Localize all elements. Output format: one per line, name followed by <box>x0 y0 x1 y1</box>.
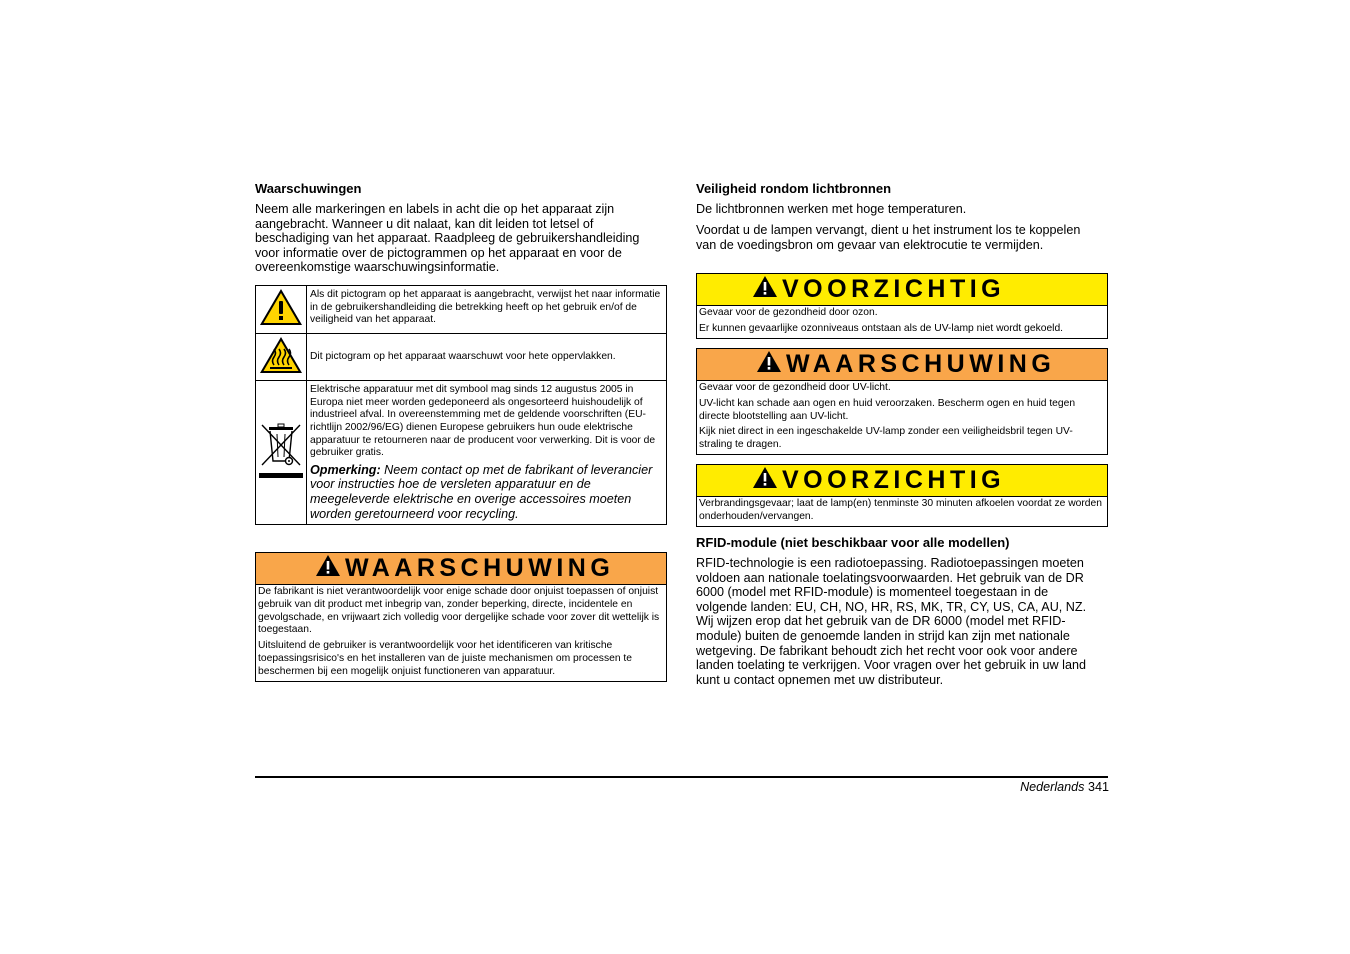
warning-text <box>256 585 666 681</box>
table-text-cell <box>307 381 667 525</box>
table-icon-cell <box>256 286 307 334</box>
warning-box-uv <box>696 348 1108 455</box>
section-heading-rfid: RFID-module (niet beschikbaar voor alle modellen) <box>696 535 1010 550</box>
note-label: Opmerking: <box>310 462 381 477</box>
caution-box-burn <box>696 464 1108 527</box>
table-row <box>256 381 667 525</box>
warning-line: Kijk niet direct in een ingeschakelde UV-lamp zonder een veiligheidsbril tegen UV-straling te dragen. <box>699 426 1073 451</box>
warning-title: WAARSCHUWING <box>786 350 1056 378</box>
rfid-text: RFID-technologie is een radiotoepassing. Radiotoepassingen moeten voldoen aan nationale toelatingsvoorwaarden. Het gebruik van de DR 6000 (model met RFID-module) is momenteel toegestaan in de volgende landen: EU, CH, NO, HR, RS, MK, TR, CY, US, CA, AU, NZ. Wij wijzen erop dat het gebruik van de DR 6000 (model met RFID-module) buiten de genoemde landen in strijd kan zijn met nationale wetgeving. De fabrikant behoudt zich het recht voor ook voor andere landen toelating te verkrijgen. Voor vragen over het gebruik in uw land kunt u contact opnemen met uw distributeur. <box>696 556 1087 687</box>
warning-line: De fabrikant is niet verantwoordelijk voor enige schade door onjuist toepassen of onjuist gebruik van dit product met inbegrip van, zonder beperking, directe, incidentele en gevolgschade, en vrijwaart zich volledig voor dergelijke schade voor zover dit wettelijk is toegestaan. <box>258 586 660 636</box>
warning-header <box>256 553 666 585</box>
table-row <box>256 286 667 334</box>
table-row <box>256 333 667 381</box>
caution-title: VOORZICHTIG <box>782 275 1006 303</box>
warning-header <box>697 349 1107 381</box>
caution-line: Gevaar voor de gezondheid door ozon. <box>699 307 878 318</box>
table-text-cell: Dit pictogram op het apparaat waarschuwt voor hete oppervlakken. <box>307 333 667 381</box>
caution-header <box>697 274 1107 306</box>
table-text-cell: Als dit pictogram op het apparaat is aangebracht, verwijst het naar informatie in de gebruikershandleiding die betrekking heeft op het gebruik en/of de veiligheid van het apparaat. <box>307 286 667 334</box>
caution-text <box>697 497 1107 526</box>
warning-triangle-icon <box>752 466 778 496</box>
caution-box-ozone <box>696 273 1108 339</box>
pictogram-table <box>255 285 667 525</box>
caution-text <box>697 306 1107 338</box>
page-number: 341 <box>1087 780 1109 794</box>
hot-surface-icon <box>258 334 304 376</box>
light-sources-p2: Voordat u de lampen vervangt, dient u het instrument los te koppelen van de voedingsbron om gevaar van elektrocutie te vermijden. <box>696 223 1081 252</box>
warning-line: UV-licht kan schade aan ogen en huid veroorzaken. Bescherm ogen en huid tegen directe blootstelling aan UV-licht. <box>699 397 1076 422</box>
crossed-bin-icon <box>256 419 306 481</box>
page-footer <box>1018 780 1109 794</box>
warnings-intro: Neem alle markeringen en labels in acht die op het apparaat zijn aangebracht. Wanneer u dit nalaat, kan dit leiden tot letsel of beschadiging van het apparaat. Raadpleeg de gebruikershandleiding voor informatie over de pictogrammen op het apparaat en voor de overeenkomstige waarschuwingsinformatie. <box>255 202 640 275</box>
caution-line: Verbrandingsgevaar; laat de lamp(en) tenminste 30 minuten afkoelen voordat ze worden onderhouden/vervangen. <box>699 498 1102 522</box>
table-icon-cell <box>256 381 307 525</box>
weee-note <box>310 463 663 521</box>
footer-language: Nederlands <box>1020 780 1085 794</box>
caution-line: Er kunnen gevaarlijke ozonniveaus ontstaan als de UV-lamp niet wordt gekoeld. <box>699 322 1064 334</box>
warning-line: Uitsluitend de gebruiker is verantwoordelijk voor het identificeren van kritische toepassingsrisico's en het installeren van de juiste mechanismen om processen te beschermen bij een mogelijk onjuist functioneren van apparatuur. <box>258 640 632 677</box>
warning-line: Gevaar voor de gezondheid door UV-licht. <box>699 382 891 393</box>
warning-triangle-icon <box>756 350 782 380</box>
table-icon-cell <box>256 333 307 381</box>
note-text: Neem contact op met de fabrikant of leverancier voor instructies hoe de versleten apparatuur en de meegeleverde elektrische en overige accessoires moeten worden geretourneerd voor recycling. <box>310 462 653 521</box>
warning-triangle-icon <box>752 275 778 305</box>
warning-triangle-icon <box>315 554 341 584</box>
light-sources-p1: De lichtbronnen werken met hoge temperaturen. <box>696 202 967 216</box>
footer-rule <box>255 776 1108 778</box>
warning-text <box>697 381 1107 454</box>
section-heading-light-sources: Veiligheid rondom lichtbronnen <box>696 181 892 196</box>
caution-header <box>697 465 1107 497</box>
warning-triangle-icon <box>258 286 304 328</box>
caution-title: VOORZICHTIG <box>782 466 1006 494</box>
warning-title: WAARSCHUWING <box>345 554 615 582</box>
warning-box-liability <box>255 552 667 682</box>
weee-text: Elektrische apparatuur met dit symbool mag sinds 12 augustus 2005 in Europa niet meer worden gedeponeerd als ongesorteerd huishoudelijk of industrieel afval. In overeenstemming met de geldende voorschriften (EU-richtlijn 2002/96/EG) dienen Europese gebruikers hun oude elektrische apparatuur te retourneren naar de producent voor verwerking. Dit is voor de gebruiker gratis. <box>310 384 656 459</box>
section-heading-warnings: Waarschuwingen <box>255 181 362 196</box>
